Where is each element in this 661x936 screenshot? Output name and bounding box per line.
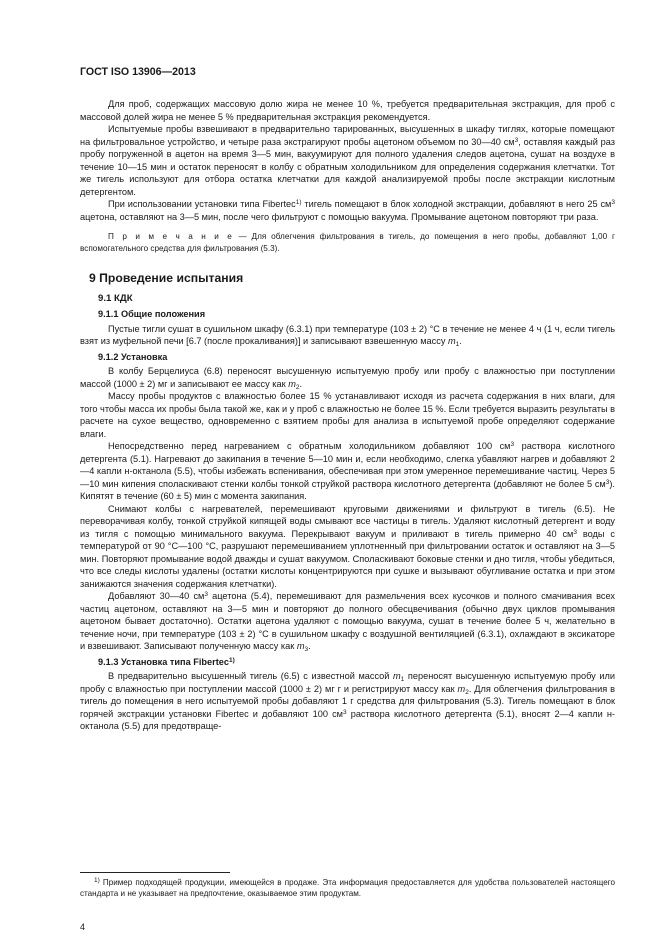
section-heading-9: 9 Проведение испытания bbox=[89, 271, 244, 285]
document-body bbox=[80, 98, 615, 733]
paragraph-fat-extraction: Для проб, содержащих массовую долю жира не менее 10 %, требуется предварительная экстракция, для проб с массовой долей жира не менее 5 % предварительная экстракция рекомендуется. bbox=[80, 99, 615, 122]
paragraph-acetone-washing: Испытуемые пробы взвешивают в предварительно тарированных, высушенных в шкафу тиглях, которые помещают на фильтровальное устройство, и четыре раза экстрагируют пробы ацетоном объемом по 30—40 $см^3$, оставляя каждый раз пробу погруженной в ацетон на время 3—5 мин, вакуумируют для полного удаления следов ацетона, сушат на воздухе в течение 10—15 мин и остаток переносят в колбу с обратным холодильником для определения содержания клетчатки. Тот же тигель используют для отбора остатка клетчатки для каждой анализируемой пробы после экстракции кислотным детергентом. bbox=[80, 124, 615, 197]
paragraph-fibertec-hot: В предварительно высушенный тигель (6.5) с известной массой $m_1$ переносят высушенную испытуемую пробу или пробу с влажностью при поступлении массой (1000 ± 2) мг г и регистрируют массу как $m_2$. Для облегчения фильтрования в тигель до помещения в него испытуемой пробы добавляют 1 г средства для фильтрования (5.3). Тигель помещают в блок горячей экстракции установки Fibertec и добавляют 100 $см^3$ раствора кислотного детергента (5.1), вносят 2—4 капли н-октанола (5.5) для предотвраще- bbox=[80, 671, 615, 731]
subsection-heading-9-1-1: 9.1.1 Общие положения bbox=[98, 309, 206, 319]
paragraph-crucible-drying: Пустые тигли сушат в сушильном шкафу (6.3.1) при температуре (103 ± 2) °С в течение не менее 4 ч (1 ч, если тигель взят из муфельной печи [6.7 (после прокаливания)] и записывают взвешенную массу $m_1$. bbox=[80, 323, 615, 348]
footnote-divider bbox=[80, 872, 230, 873]
subsection-heading-9-1-3: 9.1.3 Установка типа Fibertec$^{1)}$ bbox=[98, 656, 235, 667]
footnote: $^{1)}$ Пример подходящей продукции, имеющейся в продаже. Эта информация предоставляется для удобства пользователей настоящего стандарта и не указывает на предпочтение, оказываемое этим продуктам. bbox=[80, 877, 615, 898]
note: П р и м е ч а н и е — Для облегчения фильтрования в тигель, до помещения в него пробы, добавляют 1,00 г вспомогательного средства для фильтрования (5.3). bbox=[80, 232, 615, 253]
paragraph-reflux-heating: Непосредственно перед нагреванием с обратным холодильником добавляют 100 $см^3$ раствора кислотного детергента (5.1). Нагревают до закипания в течение 5—10 мин и, если необходимо, слегка убавляют нагрев и добавляют 2—4 капли н-октанола (5.5), чтобы избежать вспенивания, обеспечивая при этом умеренное перемешивание частиц. Через 5—10 мин кипения споласкивают стенки колбы тонкой струйкой раствора кислотного детергента (добавляют не более 5 $см^3$). Кипятят в течение (60 ± 5) мин с момента закипания. bbox=[80, 441, 615, 501]
paragraph-fibertec-cold: При использовании установки типа Fibertec$^{1)}$ тигель помещают в блок холодной экстракции, добавляют в него 25 $см^3$ ацетона, оставляют на 3—5 мин, после чего фильтруют с помощью вакуума. Промывание ацетоном повторяют три раза. bbox=[80, 199, 615, 222]
subsection-heading-9-1: 9.1 КДК bbox=[98, 292, 133, 304]
page-number: 4 bbox=[80, 922, 86, 932]
document-header: ГОСТ ISO 13906—2013 bbox=[80, 66, 196, 78]
paragraph-acetone-drying: Добавляют 30—40 $см^3$ ацетона (5.4), перемешивают для размельчения всех кусочков и полного смачивания всех частиц ацетоном, оставляют на 3—5 мин и повторяют до полного обесцвечивания (обычно двух циклов промывания ацетоном бывает достаточно). Остатки ацетона удаляют с помощью вакуума, сушат в течение более 5 ч, желательно в течение ночи, при температуре (103 ± 2) °С в сушильном шкафу с воздушной вентиляцией (6.3.1), охлаждают в эксикаторе и взвешивают. Записывают полученную массу как $m_3$. bbox=[80, 591, 616, 653]
subsection-heading-9-1-2: 9.1.2 Установка bbox=[98, 351, 168, 362]
paragraph-filtration: Снимают колбы с нагревателей, перемешивают круговыми движениями и фильтруют в тигель (6.5). Не переворачивая колбу, тонкой струйкой кипящей воды смывают все частицы в тигель. Удаляют кислотный детергент и воду из тигля с помощью минимального вакуума. Перекрывают вакуум и приливают в тигель примерно 40 $см^3$ воды с температурой от 90 °С—100 °С, разрушают перемешиванием уплотненный при фильтровании остаток и оставляют на 3—5 мин. Повторяют промывание водой дважды и сушат вакуумом. Споласкивают боковые стенки и дно тигля, чтобы убедиться, что все следы кислоты удалены (остатки кислоты концентрируются при сушке и вызывают обугливание остатка и при этом занижаются значения содержания клетчатки). bbox=[80, 503, 615, 589]
paragraph-moisture: Массу пробы продуктов с влажностью более 15 % устанавливают исходя из расчета содержания в них влаги, для того чтобы масса их пробы была такой же, как и у проб с влажностью не более 15 %. Если требуется выразить результаты в расчете на сухое вещество, одновременно с взятием пробы для анализа в испытуемой пробе определяют содержание влаги. bbox=[80, 391, 615, 439]
note-label: П р и м е ч а н и е bbox=[108, 232, 234, 241]
paragraph-berzelius-flask: В колбу Берцелиуса (6.8) переносят высушенную испытуемую пробу или пробу с влажностью при поступлении массой (1000 ± 2) мг и записывают ее массу как $m_2$. bbox=[80, 366, 615, 391]
